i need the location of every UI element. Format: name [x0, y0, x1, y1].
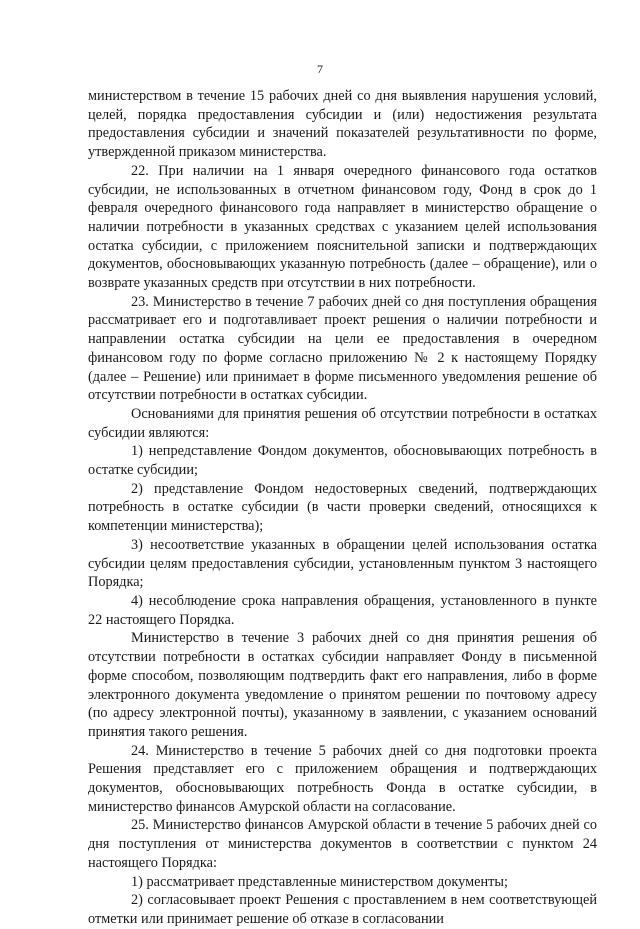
- document-body: [88, 87, 597, 929]
- page-number: 7: [317, 62, 323, 76]
- list-item-ground-3: 3) несоответствие указанных в обращении целей использования остатка субсидии целям предоставления субсидии, установленным пунктом 3 настоящего Порядка;: [88, 536, 597, 591]
- paragraph-23: 23. Министерство в течение 7 рабочих дней со дня поступления обращения рассматривает его и подготавливает проект решения о наличии потребности и направлении остатка субсидии на цели ее предоставления в очередном финансовом году по форме согласно приложению № 2 к настоящему Порядку (далее – Решение) или принимает в форме письменного уведомления решение об отсутствии потребности в остатках субсидии.: [88, 293, 597, 404]
- paragraph-24: 24. Министерство в течение 5 рабочих дней со дня подготовки проекта Решения представляет его с приложением обращения и подтверждающих документов, обосновывающих потребность Фонда в остатке субсидии, в министерство финансов Амурской области на согласование.: [88, 742, 597, 815]
- paragraph-continuation: министерством в течение 15 рабочих дней со дня выявления нарушения условий, целей, порядка предоставления субсидии и (или) недостижения результата предоставления субсидии и значений показателей результативности по форме, утвержденной приказом министерства.: [88, 88, 597, 161]
- list-item-ground-4: 4) несоблюдение срока направления обращения, установленного в пункте 22 настоящего Порядка.: [88, 592, 597, 628]
- paragraph-25: 25. Министерство финансов Амурской области в течение 5 рабочих дней со дня поступления от министерства документов в соответствии с пунктом 24 настоящего Порядка:: [88, 817, 597, 871]
- paragraph-grounds-intro: Основаниями для принятия решения об отсутствии потребности в остатках субсидии являются:: [88, 405, 597, 441]
- list-item-ground-1: 1) непредставление Фондом документов, обосновывающих потребность в остатке субсидии;: [88, 443, 597, 479]
- list-item-25-2: 2) согласовывает проект Решения с проставлением в нем соответствующей отметки или принимает решение об отказе в согласовании: [88, 892, 597, 927]
- list-item-ground-2: 2) представление Фондом недостоверных сведений, подтверждающих потребность в остатке субсидии (в части проверки сведений, относящихся к компетенции министерства);: [88, 480, 597, 535]
- paragraph-notification: Министерство в течение 3 рабочих дней со дня принятия решения об отсутствии потребности в остатках субсидии направляет Фонду в письменной форме способом, позволяющим подтвердить факт его направления, либо в форме электронного документа уведомление о принятом решении по почтовому адресу (по адресу электронной почты), указанному в заявлении, с указанием оснований принятия такого решения.: [88, 630, 597, 740]
- paragraph-22: 22. При наличии на 1 января очередного финансового года остатков субсидии, не использованных в отчетном финансовом году, Фонд в срок до 1 февраля очередного финансового года направляет в министерство обращение о наличии потребности в указанных средствах с указанием целей использования остатка субсидии, с приложением пояснительной записки и подтверждающих документов, обосновывающих указанную потребность (далее – обращение), или о возврате указанных средств при отсутствии в них потребности.: [88, 162, 597, 292]
- list-item-25-1: 1) рассматривает представленные министерством документы;: [131, 873, 508, 890]
